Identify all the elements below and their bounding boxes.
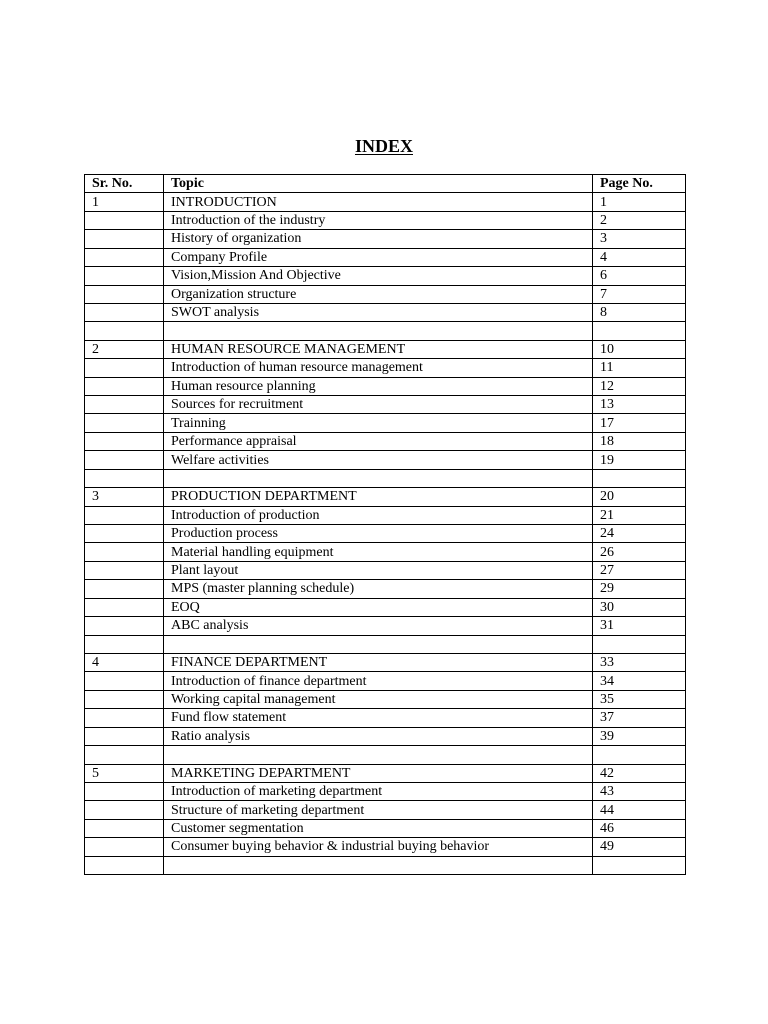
page-no-cell (593, 469, 686, 487)
header-row (85, 175, 686, 193)
table-row (85, 230, 686, 248)
page-no-cell: 2 (593, 211, 686, 229)
sr-no-cell: 5 (85, 764, 164, 782)
page-no-cell: 44 (593, 801, 686, 819)
sr-no-cell (85, 709, 164, 727)
page-no-cell: 3 (593, 230, 686, 248)
sr-no-cell (85, 322, 164, 340)
page-no-cell: 37 (593, 709, 686, 727)
topic-cell: Introduction of finance department (164, 672, 593, 690)
table-row (85, 782, 686, 800)
page-no-cell: 35 (593, 690, 686, 708)
page-no-cell: 1 (593, 193, 686, 211)
table-row (85, 211, 686, 229)
page-no-cell: 18 (593, 432, 686, 450)
sr-no-cell (85, 267, 164, 285)
page-no-cell: 8 (593, 303, 686, 321)
table-row (85, 801, 686, 819)
sr-no-cell (85, 506, 164, 524)
table-row (85, 543, 686, 561)
topic-cell: Company Profile (164, 248, 593, 266)
topic-cell (164, 322, 593, 340)
page-no-cell: 7 (593, 285, 686, 303)
topic-cell: MPS (master planning schedule) (164, 580, 593, 598)
page-no-cell: 6 (593, 267, 686, 285)
page-no-cell: 4 (593, 248, 686, 266)
table-row (85, 285, 686, 303)
topic-cell: INTRODUCTION (164, 193, 593, 211)
topic-cell: Introduction of marketing department (164, 782, 593, 800)
table-row (85, 322, 686, 340)
sr-no-cell: 2 (85, 340, 164, 358)
sr-no-cell (85, 561, 164, 579)
page-no-cell: 43 (593, 782, 686, 800)
topic-cell: Introduction of human resource management (164, 359, 593, 377)
table-row (85, 856, 686, 874)
table-row (85, 617, 686, 635)
topic-cell (164, 746, 593, 764)
sr-no-cell (85, 211, 164, 229)
table-row (85, 525, 686, 543)
topic-cell: Material handling equipment (164, 543, 593, 561)
sr-no-cell (85, 598, 164, 616)
table-row (85, 598, 686, 616)
sr-no-cell (85, 543, 164, 561)
sr-no-cell: 4 (85, 653, 164, 671)
topic-cell: Fund flow statement (164, 709, 593, 727)
header-sr-no: Sr. No. (85, 175, 164, 193)
table-row (85, 303, 686, 321)
topic-cell (164, 469, 593, 487)
sr-no-cell (85, 672, 164, 690)
sr-no-cell (85, 469, 164, 487)
table-row (85, 193, 686, 211)
page-no-cell: 21 (593, 506, 686, 524)
page-no-cell: 13 (593, 396, 686, 414)
topic-cell: Human resource planning (164, 377, 593, 395)
table-row (85, 709, 686, 727)
topic-cell: Introduction of production (164, 506, 593, 524)
topic-cell: Organization structure (164, 285, 593, 303)
topic-cell: Customer segmentation (164, 819, 593, 837)
table-row (85, 838, 686, 856)
topic-cell: Performance appraisal (164, 432, 593, 450)
topic-cell: Welfare activities (164, 451, 593, 469)
topic-cell: MARKETING DEPARTMENT (164, 764, 593, 782)
page-no-cell: 30 (593, 598, 686, 616)
table-row (85, 506, 686, 524)
table-row (85, 746, 686, 764)
page-no-cell: 19 (593, 451, 686, 469)
table-row (85, 561, 686, 579)
sr-no-cell (85, 801, 164, 819)
topic-cell: Structure of marketing department (164, 801, 593, 819)
sr-no-cell (85, 580, 164, 598)
topic-cell: Trainning (164, 414, 593, 432)
topic-cell: Introduction of the industry (164, 211, 593, 229)
topic-cell: Production process (164, 525, 593, 543)
table-row (85, 672, 686, 690)
sr-no-cell (85, 617, 164, 635)
table-row (85, 267, 686, 285)
table-row (85, 488, 686, 506)
topic-cell: FINANCE DEPARTMENT (164, 653, 593, 671)
page-no-cell: 24 (593, 525, 686, 543)
sr-no-cell (85, 838, 164, 856)
table-row (85, 469, 686, 487)
sr-no-cell (85, 782, 164, 800)
page-no-cell: 39 (593, 727, 686, 745)
sr-no-cell (85, 856, 164, 874)
topic-cell: HUMAN RESOURCE MANAGEMENT (164, 340, 593, 358)
sr-no-cell (85, 690, 164, 708)
sr-no-cell (85, 525, 164, 543)
page-no-cell: 34 (593, 672, 686, 690)
topic-cell: EOQ (164, 598, 593, 616)
table-row (85, 432, 686, 450)
sr-no-cell (85, 432, 164, 450)
page-no-cell (593, 746, 686, 764)
sr-no-cell (85, 414, 164, 432)
topic-cell: PRODUCTION DEPARTMENT (164, 488, 593, 506)
table-row (85, 653, 686, 671)
sr-no-cell (85, 359, 164, 377)
topic-cell: SWOT analysis (164, 303, 593, 321)
table-row (85, 635, 686, 653)
sr-no-cell (85, 285, 164, 303)
topic-cell (164, 635, 593, 653)
page-no-cell: 31 (593, 617, 686, 635)
sr-no-cell (85, 635, 164, 653)
topic-cell: Ratio analysis (164, 727, 593, 745)
topic-cell: Consumer buying behavior & industrial buying behavior (164, 838, 593, 856)
table-row (85, 340, 686, 358)
page-no-cell: 10 (593, 340, 686, 358)
topic-cell: History of organization (164, 230, 593, 248)
page-no-cell (593, 635, 686, 653)
page-no-cell: 49 (593, 838, 686, 856)
page-no-cell: 46 (593, 819, 686, 837)
page-no-cell: 27 (593, 561, 686, 579)
table-row (85, 248, 686, 266)
sr-no-cell (85, 377, 164, 395)
index-table (84, 174, 686, 875)
page-no-cell: 29 (593, 580, 686, 598)
table-row (85, 764, 686, 782)
sr-no-cell (85, 303, 164, 321)
topic-cell: Sources for recruitment (164, 396, 593, 414)
table-row (85, 451, 686, 469)
page-no-cell: 42 (593, 764, 686, 782)
table-row (85, 359, 686, 377)
header-topic: Topic (164, 175, 593, 193)
table-row (85, 580, 686, 598)
table-row (85, 727, 686, 745)
page-no-cell: 17 (593, 414, 686, 432)
table-row (85, 690, 686, 708)
sr-no-cell (85, 396, 164, 414)
topic-cell (164, 856, 593, 874)
sr-no-cell: 1 (85, 193, 164, 211)
index-title: INDEX (354, 136, 413, 156)
sr-no-cell (85, 727, 164, 745)
table-row (85, 414, 686, 432)
page-no-cell (593, 322, 686, 340)
page-no-cell: 20 (593, 488, 686, 506)
topic-cell: Working capital management (164, 690, 593, 708)
topic-cell: Vision,Mission And Objective (164, 267, 593, 285)
sr-no-cell (85, 819, 164, 837)
sr-no-cell: 3 (85, 488, 164, 506)
sr-no-cell (85, 230, 164, 248)
topic-cell: Plant layout (164, 561, 593, 579)
table-row (85, 396, 686, 414)
sr-no-cell (85, 248, 164, 266)
page-no-cell (593, 856, 686, 874)
page-no-cell: 11 (593, 359, 686, 377)
sr-no-cell (85, 451, 164, 469)
page-no-cell: 12 (593, 377, 686, 395)
sr-no-cell (85, 746, 164, 764)
topic-cell: ABC analysis (164, 617, 593, 635)
table-row (85, 377, 686, 395)
page-no-cell: 26 (593, 543, 686, 561)
page-no-cell: 33 (593, 653, 686, 671)
header-page-no: Page No. (593, 175, 686, 193)
table-row (85, 819, 686, 837)
